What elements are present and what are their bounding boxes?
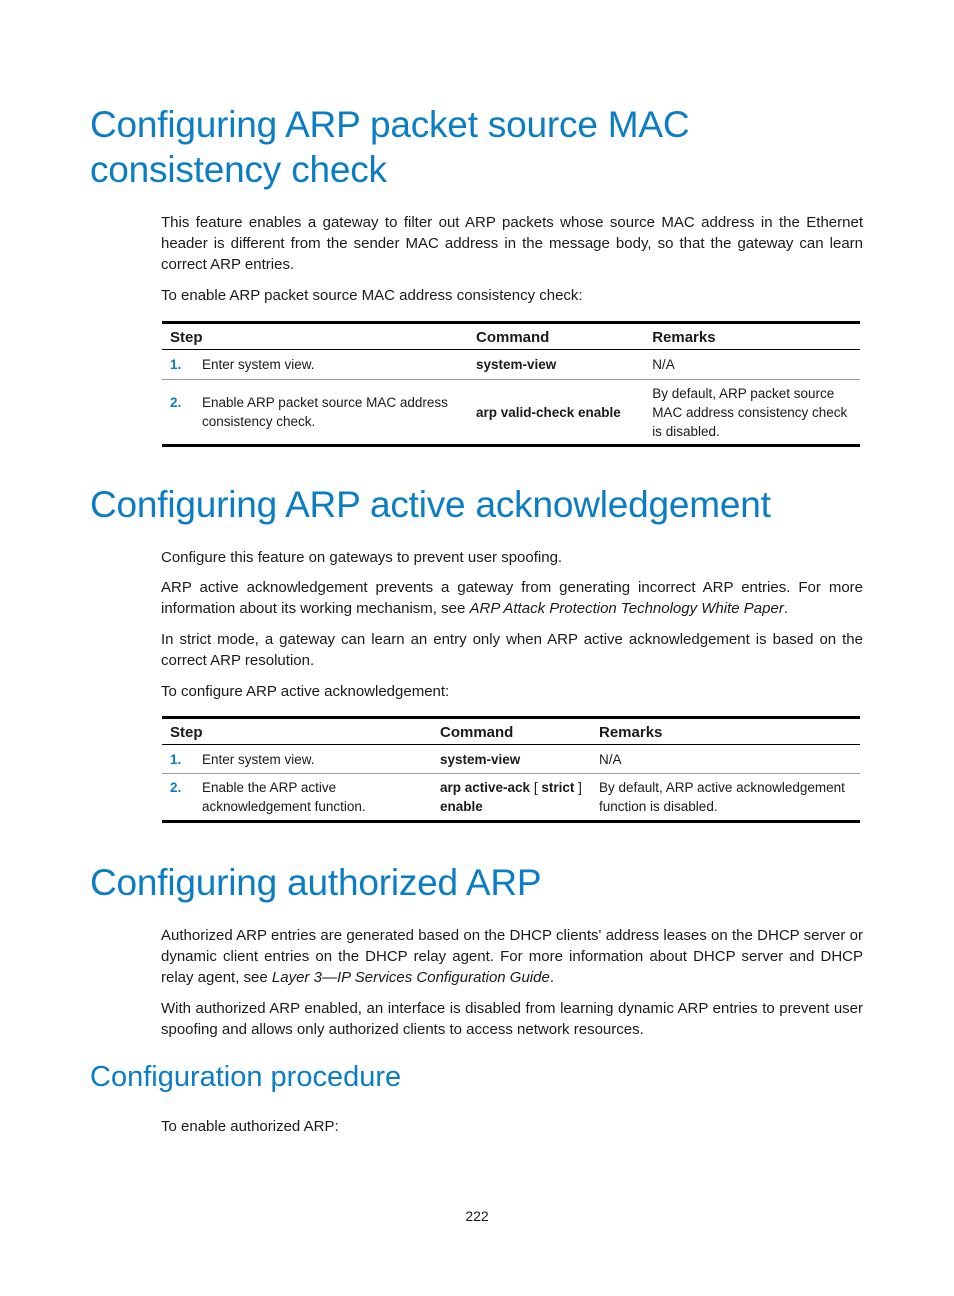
remarks-text: N/A	[644, 350, 860, 380]
authorized-para: With authorized ARP enabled, an interface is disabled from learning dynamic ARP entries to prevent user spoofing and allows only authorized clients to access network resources.	[161, 1000, 863, 1038]
step-number: 1.	[170, 751, 182, 767]
doc-reference: Layer 3—IP Services Configuration Guide	[271, 969, 550, 986]
command-text: arp active-ack [ strict ] enable	[432, 774, 591, 822]
col-header-step: Step	[162, 718, 432, 745]
step-text: Enter system view.	[202, 357, 315, 372]
step-text: Enable the ARP active acknowledgement function.	[202, 780, 366, 814]
col-header-command: Command	[468, 323, 644, 350]
command-text: system-view	[440, 751, 521, 767]
step-text: Enable ARP packet source MAC address consistency check.	[202, 395, 448, 429]
step-number: 2.	[170, 395, 182, 410]
page-number: 222	[465, 1208, 489, 1224]
active-ack-lead: To configure ARP active acknowledgement:	[161, 683, 450, 700]
authorized-intro: Authorized ARP entries are generated based on the DHCP clients' address leases on the DHCP server or dynamic client entries on the DHCP relay agent. For more information about DHCP server and DHCP relay agent, see Layer 3—IP Services Configuration Guide.	[161, 927, 863, 986]
mac-check-table	[162, 321, 860, 447]
col-header-command: Command	[432, 718, 591, 745]
remarks-text: N/A	[591, 745, 860, 774]
command-text: arp valid-check enable	[476, 404, 621, 420]
section-title-mac-check: Configuring ARP packet source MAC consistency check	[90, 104, 690, 190]
table-row	[162, 774, 860, 822]
mac-check-lead: To enable ARP packet source MAC address consistency check:	[161, 287, 583, 304]
active-ack-para: ARP active acknowledgement prevents a gateway from generating incorrect ARP entries. For more information about its working mechanism, see ARP Attack Protection Technology White Paper.	[161, 579, 863, 617]
col-header-remarks: Remarks	[644, 323, 860, 350]
step-number: 2.	[170, 780, 182, 795]
active-ack-table	[162, 716, 860, 823]
mac-check-intro: This feature enables a gateway to filter out ARP packets whose source MAC address in the Ethernet header is different from the sender MAC address in the message body, so that the gateway can learn correct ARP entries.	[161, 214, 863, 273]
doc-reference: ARP Attack Protection Technology White Paper	[469, 600, 784, 617]
table-row	[162, 350, 860, 380]
table-row	[162, 745, 860, 774]
remarks-text: By default, ARP active acknowledgement function is disabled.	[591, 774, 860, 822]
remarks-text: By default, ARP packet source MAC address consistency check is disabled.	[644, 380, 860, 446]
table-row	[162, 380, 860, 446]
command-text: system-view	[476, 357, 557, 372]
active-ack-strict-para: In strict mode, a gateway can learn an entry only when ARP active acknowledgement is based on the correct ARP resolution.	[161, 631, 863, 669]
section-title-active-ack: Configuring ARP active acknowledgement	[90, 484, 771, 525]
col-header-remarks: Remarks	[591, 718, 860, 745]
active-ack-intro: Configure this feature on gateways to prevent user spoofing.	[161, 549, 563, 566]
subsection-title: Configuration procedure	[90, 1061, 402, 1093]
section-title-authorized: Configuring authorized ARP	[90, 862, 542, 903]
col-header-step: Step	[162, 323, 468, 350]
step-number: 1.	[170, 357, 182, 372]
authorized-lead: To enable authorized ARP:	[161, 1118, 339, 1135]
step-text: Enter system view.	[202, 751, 315, 767]
